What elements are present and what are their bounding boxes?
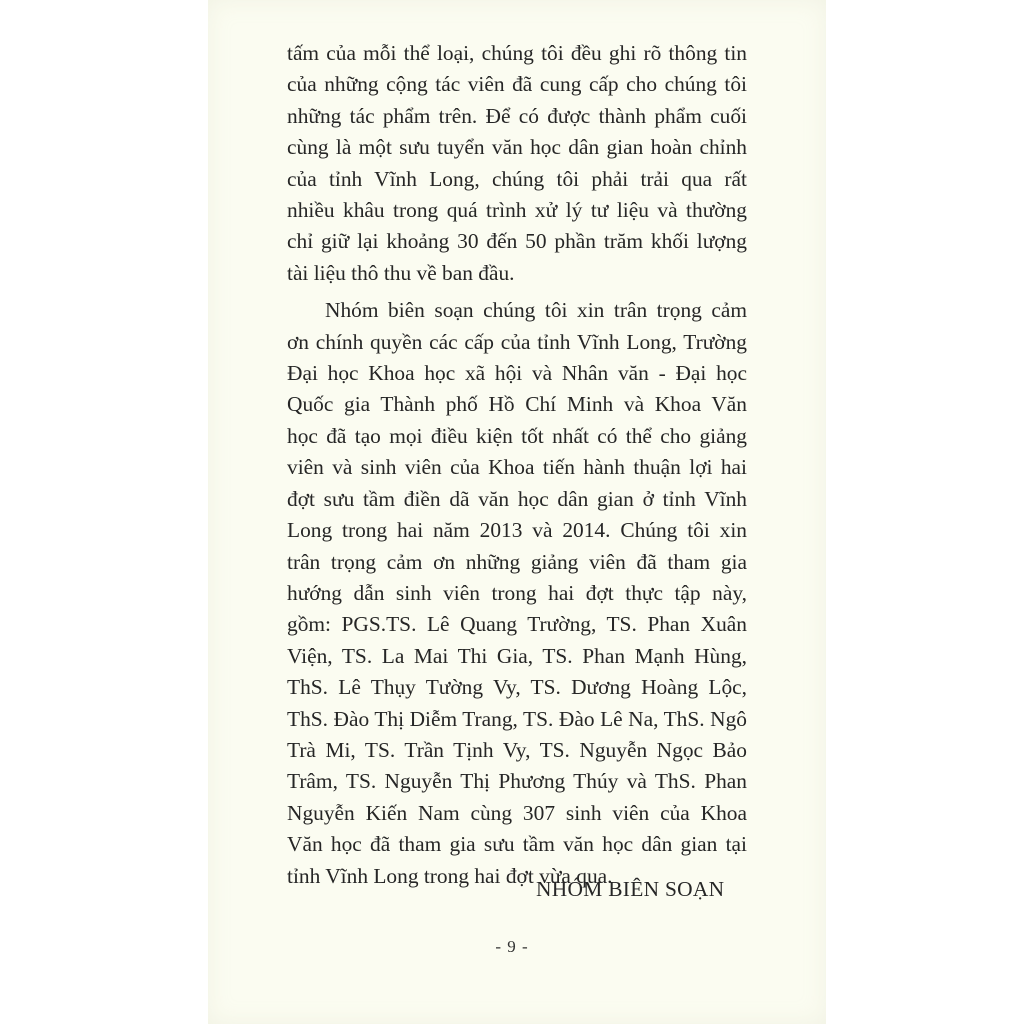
text-line: trân trọng cảm ơn những giảng viên đã tham gia <box>287 549 747 574</box>
signature: NHÓM BIÊN SOẠN <box>536 877 725 901</box>
text-line: chỉ giữ lại khoảng 30 đến 50 phần trăm khối lượng <box>287 229 747 254</box>
text-line: ThS. Đào Thị Diễm Trang, TS. Đào Lê Na, ThS. Ngô <box>287 706 747 731</box>
text-line: Viện, TS. La Mai Thi Gia, TS. Phan Mạnh Hùng, <box>287 643 747 668</box>
text-line: Quốc gia Thành phố Hồ Chí Minh và Khoa Văn <box>287 392 747 417</box>
text-line: Trâm, TS. Nguyễn Thị Phương Thúy và ThS. Phan <box>287 769 747 794</box>
text-line: Nguyễn Kiến Nam cùng 307 sinh viên của Khoa <box>287 800 747 825</box>
text-line: ThS. Lê Thụy Tường Vy, TS. Dương Hoàng Lộc, <box>287 675 747 700</box>
page-number: - 9 - <box>495 937 529 956</box>
text-line: của những cộng tác viên đã cung cấp cho chúng tôi <box>287 72 747 97</box>
text-line: Đại học Khoa học xã hội và Nhân văn - Đại học <box>287 361 747 386</box>
text-line: tài liệu thô thu về ban đầu. <box>287 260 515 285</box>
body-text <box>287 38 747 892</box>
text-line: tấm của mỗi thể loại, chúng tôi đều ghi rõ thông tin <box>287 41 747 65</box>
text-line: của tỉnh Vĩnh Long, chúng tôi phải trải qua rất <box>287 166 747 191</box>
text-line: đợt sưu tầm điền dã văn học dân gian ở tỉnh Vĩnh <box>287 486 747 511</box>
text-line: những tác phẩm trên. Để có được thành phẩm cuối <box>287 103 747 128</box>
text-line: ơn chính quyền các cấp của tỉnh Vĩnh Long, Trường <box>287 329 747 354</box>
text-line: cùng là một sưu tuyển văn học dân gian hoàn chỉnh <box>287 135 747 160</box>
text-line: nhiều khâu trong quá trình xử lý tư liệu và thường <box>287 198 747 223</box>
text-line: gồm: PGS.TS. Lê Quang Trường, TS. Phan Xuân <box>287 612 747 637</box>
text-line: Văn học đã tham gia sưu tầm văn học dân gian tại <box>287 832 747 857</box>
text-line: hướng dẫn sinh viên trong hai đợt thực tập này, <box>287 580 747 605</box>
text-line: Nhóm biên soạn chúng tôi xin trân trọng cảm <box>325 298 747 323</box>
text-line: Long trong hai năm 2013 và 2014. Chúng tôi xin <box>287 518 747 543</box>
text-line: tỉnh Vĩnh Long trong hai đợt vừa qua. <box>287 863 613 888</box>
text-line: viên và sinh viên của Khoa tiến hành thuận lợi hai <box>287 455 747 480</box>
paragraph-1 <box>287 38 747 289</box>
paragraph-2 <box>287 295 747 892</box>
text-line: học đã tạo mọi điều kiện tốt nhất có thể cho giảng <box>287 423 747 448</box>
text-line: Trà Mi, TS. Trần Tịnh Vy, TS. Nguyễn Ngọc Bảo <box>287 737 747 762</box>
